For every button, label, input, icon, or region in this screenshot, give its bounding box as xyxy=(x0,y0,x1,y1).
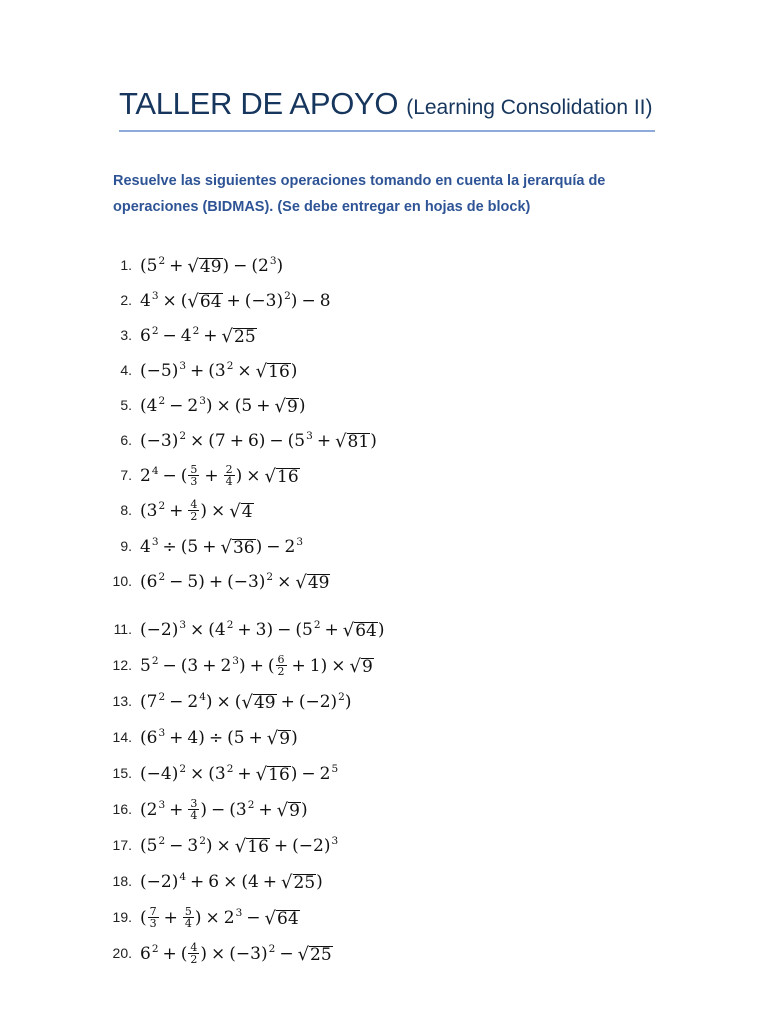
exercise-number: 2. xyxy=(120,292,132,308)
exercise-expression: $(6^2 - 5) + (-3)^2 \times √49$ xyxy=(140,571,330,593)
exercise-expression: $(-2)^4 + 6 \times (4 + √25)$ xyxy=(140,871,323,893)
exercise-number: 14. xyxy=(112,729,132,745)
exercise-expression: $4^3 \div (5 + √36) - 2^3$ xyxy=(140,536,303,558)
title-main: TALLER DE APOYO xyxy=(119,86,399,121)
exercise-number: 13. xyxy=(112,693,132,709)
exercise-expression: $2^4$ − ( $\frac{5}{3}$ + $\frac{2}{4}$ ) × √16 xyxy=(140,463,299,488)
exercise-item xyxy=(0,426,768,456)
exercise-number: 5. xyxy=(120,397,132,413)
exercise-expression: $(-3)^2 \times (7 + 6) - (5^3 + √81)$ xyxy=(140,430,377,452)
exercise-number: 7. xyxy=(120,467,132,483)
exercise-expression: $6^2 - 4^2 + √25$ xyxy=(140,325,256,347)
exercise-expression: $(5^2 - 3^2) \times √16 + (-2)^3$ xyxy=(140,835,339,857)
exercise-expression: $4^3 \times (√64 + (-3)^2) - 8$ xyxy=(140,290,331,312)
exercise-item xyxy=(0,687,768,717)
exercise-expression: $(4^2 - 2^3) \times (5 + √9)$ xyxy=(140,395,306,417)
exercise-item xyxy=(0,461,768,491)
exercise-expression: $(-5)^3 + (3^2 \times √16)$ xyxy=(140,360,298,382)
exercise-item xyxy=(0,867,768,897)
exercise-item xyxy=(0,356,768,386)
exercise-item xyxy=(0,532,768,562)
exercise-number: 9. xyxy=(120,538,132,554)
exercise-expression: $6^2$ + ( $\frac{4}{2}$ ) × $(-3)^2 - √25$ xyxy=(140,941,332,966)
exercise-item xyxy=(0,939,768,969)
exercise-expression: $(7^2 - 2^4) \times (√49 + (-2)^2)$ xyxy=(140,691,352,713)
exercise-item xyxy=(0,251,768,281)
exercise-number: 17. xyxy=(112,837,132,853)
instructions-line-2: operaciones (BIDMAS). (Se debe entregar en hojas de block) xyxy=(113,199,531,215)
exercise-expression: $(-4)^2 \times (3^2 + √16) - 2^5$ xyxy=(140,763,339,785)
exercise-item xyxy=(0,795,768,825)
exercise-item xyxy=(0,903,768,933)
title-subtitle: (Learning Consolidation II) xyxy=(406,96,653,119)
exercise-number: 10. xyxy=(112,573,132,589)
exercise-item xyxy=(0,615,768,645)
exercise-number: 18. xyxy=(112,873,132,889)
exercise-expression: ( $\frac{7}{3}$ + $\frac{5}{4}$ ) × $2^3 - √64$ xyxy=(140,905,299,930)
exercise-expression: ($2^3$ + $\frac{3}{4}$ ) − $(3^2 + √9)$ xyxy=(140,797,308,822)
exercise-expression: $(-2)^3 \times (4^2 + 3) - (5^2 + √64)$ xyxy=(140,619,385,641)
exercise-item xyxy=(0,321,768,351)
exercise-item xyxy=(0,286,768,316)
exercise-number: 11. xyxy=(113,621,132,637)
exercise-expression: $(6^3 + 4) \div (5 + √9)$ xyxy=(140,727,298,749)
exercise-item xyxy=(0,651,768,681)
exercise-number: 4. xyxy=(120,362,132,378)
exercise-item xyxy=(0,759,768,789)
exercise-number: 12. xyxy=(112,657,132,673)
exercise-expression: $5^2 - (3 + 2^3)$ + ( $\frac{6}{2}$ + 1) × √9 xyxy=(140,653,373,678)
exercise-number: 8. xyxy=(120,502,132,518)
exercise-expression: $(5^2 + √49) - (2^3)$ xyxy=(140,255,284,277)
exercise-expression: ($3^2$ + $\frac{4}{2}$ ) × √4 xyxy=(140,498,253,523)
exercise-item xyxy=(0,831,768,861)
exercise-number: 20. xyxy=(112,945,132,961)
exercise-number: 3. xyxy=(120,327,132,343)
exercise-number: 16. xyxy=(112,801,132,817)
exercise-item xyxy=(0,391,768,421)
exercise-item xyxy=(0,496,768,526)
exercise-item xyxy=(0,723,768,753)
instructions-line-1: Resuelve las siguientes operaciones tomando en cuenta la jerarquía de xyxy=(113,173,606,189)
exercise-number: 1. xyxy=(120,257,132,273)
exercise-number: 6. xyxy=(120,432,132,448)
exercise-number: 19. xyxy=(112,909,132,925)
exercise-item xyxy=(0,567,768,597)
exercise-number: 15. xyxy=(112,765,132,781)
